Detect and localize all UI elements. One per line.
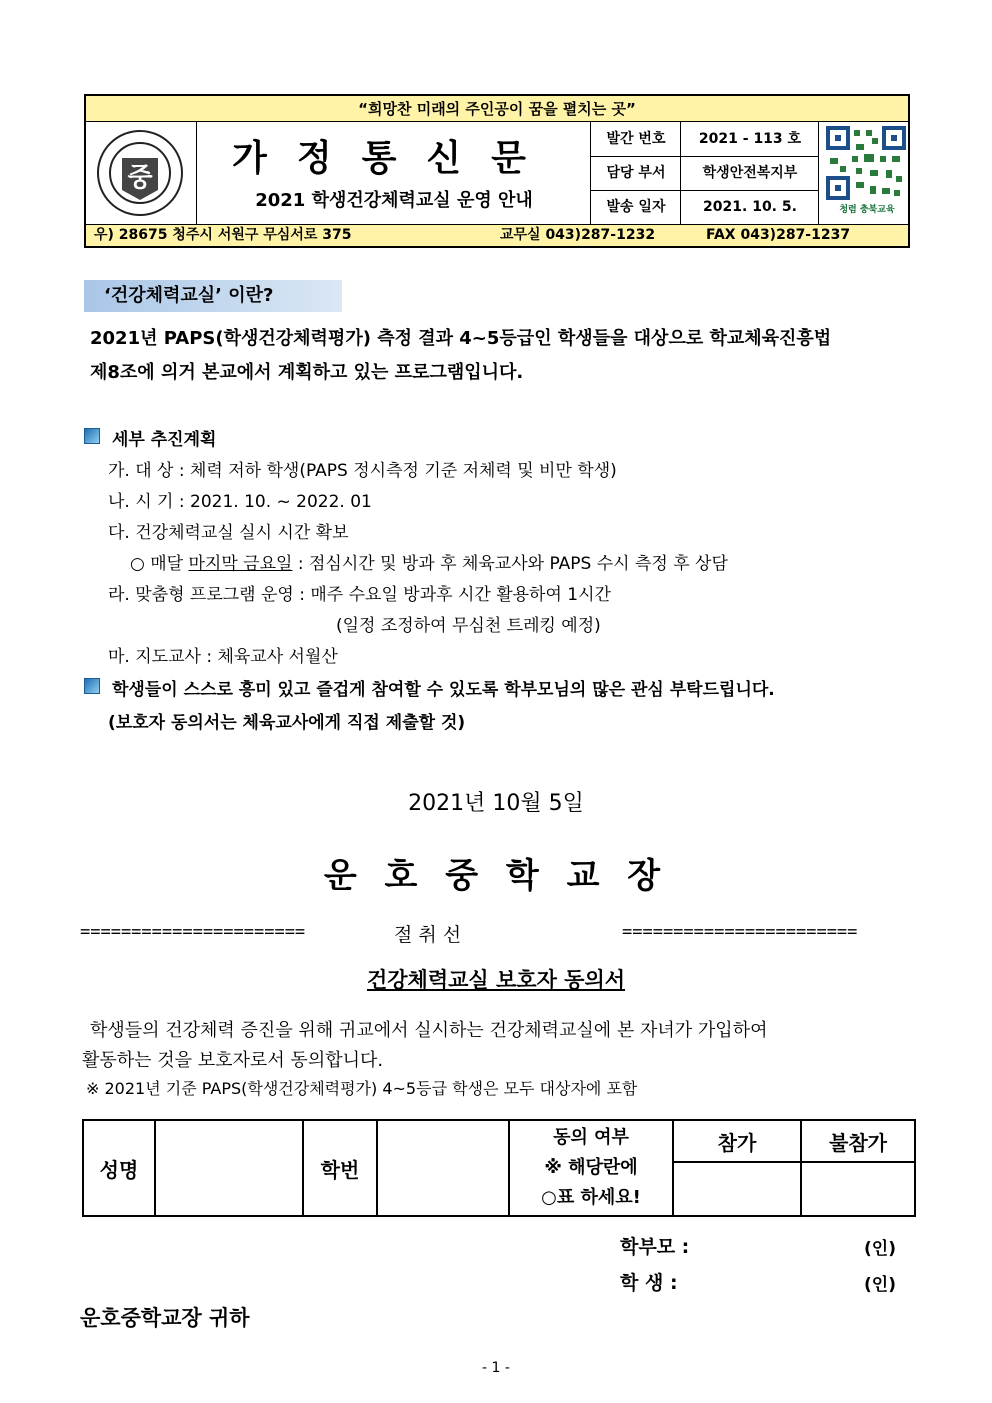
qr-caption: 청렴 충북교육	[839, 205, 895, 215]
plan-teacher: 마. 지도교사 : 체육교사 서월산	[108, 647, 338, 667]
intro-heading: ‘건강체력교실’ 이란?	[84, 280, 342, 312]
consent-title-text: 건강체력교실 보호자 동의서	[366, 968, 626, 992]
agree-note-2: ○표 하세요!	[541, 1187, 641, 1208]
addressee: 운호중학교장 귀하	[80, 1306, 250, 1330]
participate-check-cell[interactable]	[673, 1162, 801, 1216]
cutline-label: 절 취 선	[394, 924, 462, 946]
date-label: 발송 일자	[606, 199, 666, 215]
plan-target: 가. 대 상 : 체력 저하 학생(PAPS 정시측정 기준 저체력 및 비만 학생)	[108, 461, 617, 481]
consent-note: ※ 2021년 기준 PAPS(학생건강체력평가) 4~5등급 학생은 모두 대상자에 포함	[86, 1079, 638, 1098]
agree-label	[509, 1120, 673, 1216]
address: 우) 28675 청주시 서원구 무심서로 375	[94, 227, 352, 243]
newsletter-header	[84, 94, 910, 248]
consent-table	[82, 1119, 916, 1217]
issue-date: 2021년 10월 5일	[408, 791, 584, 816]
plan-program: 라. 맞춤형 프로그램 운영 : 매주 수요일 방과후 시간 활용하여 1시간	[108, 585, 611, 605]
dept-value: 학생안전복지부	[702, 165, 798, 181]
consent-line-2: 활동하는 것을 보호자로서 동의합니다.	[82, 1050, 384, 1071]
not-participate-label: 불참가	[801, 1120, 915, 1162]
bullet-square-icon	[84, 678, 100, 694]
logo-letter: 중	[127, 163, 153, 193]
cutline-right: =======================	[622, 922, 858, 942]
principal-name: 운 호 중 학 교 장	[323, 856, 669, 896]
office-phone: 교무실 043)287-1232	[500, 227, 656, 243]
fax-number: FAX 043)287-1237	[706, 227, 851, 243]
qr-code-icon[interactable]	[826, 126, 906, 200]
plan-heading: 세부 추진계획	[112, 430, 217, 450]
name-label: 성명	[83, 1120, 155, 1216]
participate-label: 참가	[673, 1120, 801, 1162]
plan-time-detail	[130, 549, 728, 574]
page-number: - 1 -	[482, 1360, 510, 1376]
date-value: 2021. 10. 5.	[703, 199, 797, 215]
student-seal[interactable]: (인)	[864, 1275, 896, 1295]
school-logo	[92, 128, 188, 218]
student-id-field[interactable]	[377, 1120, 509, 1216]
intro-line-2: 제8조에 의거 본교에서 계획하고 있는 프로그램입니다.	[90, 362, 524, 383]
parent-seal[interactable]: (인)	[864, 1239, 896, 1259]
plan-time-detail-underlined: 마지막 금요일	[188, 554, 293, 574]
newsletter-subtitle: 2021 학생건강체력교실 운영 안내	[255, 190, 533, 211]
name-field[interactable]	[155, 1120, 303, 1216]
plan-time-detail-post: : 점심시간 및 방과 후 체육교사와 PAPS 수시 측정 후 상담	[292, 554, 728, 574]
parent-sign-label: 학부모 :	[620, 1236, 690, 1258]
student-id-label: 학번	[303, 1120, 377, 1216]
bullet-square-icon	[84, 428, 100, 444]
issue-no-value: 2021 - 113 호	[698, 131, 802, 147]
newsletter-title: 가정통신문	[232, 138, 556, 179]
consent-title	[0, 964, 992, 994]
consent-line-1: 학생들의 건강체력 증진을 위해 귀교에서 실시하는 건강체력교실에 본 자녀가 가입하여	[90, 1020, 768, 1041]
parent-notice-2: (보호자 동의서는 체육교사에게 직접 제출할 것)	[108, 713, 466, 733]
school-slogan: “희망찬 미래의 주인공이 꿈을 펼치는 곳”	[86, 96, 908, 122]
cutline-left: ======================	[80, 922, 306, 942]
plan-time-detail-pre: ○ 매달	[130, 554, 189, 574]
plan-period: 나. 시 기 : 2021. 10. ~ 2022. 01	[108, 492, 372, 512]
plan-program-note: (일정 조정하여 무심천 트레킹 예정)	[336, 616, 601, 636]
dept-label: 담당 부서	[606, 165, 666, 181]
agree-label-title: 동의 여부	[553, 1127, 629, 1148]
agree-note-1: ※ 해당란에	[544, 1157, 638, 1178]
student-sign-label: 학 생 :	[620, 1272, 678, 1294]
intro-line-1: 2021년 PAPS(학생건강체력평가) 측정 결과 4~5등급인 학생들을 대상으로 학교체육진흥법	[90, 328, 832, 349]
plan-time: 다. 건강체력교실 실시 시간 확보	[108, 523, 349, 543]
not-participate-check-cell[interactable]	[801, 1162, 915, 1216]
parent-notice: 학생들이 스스로 흥미 있고 즐겁게 참여할 수 있도록 학부모님의 많은 관심 부탁드립니다.	[112, 680, 775, 700]
issue-no-label: 발간 번호	[606, 131, 666, 147]
contact-bar	[86, 224, 908, 246]
